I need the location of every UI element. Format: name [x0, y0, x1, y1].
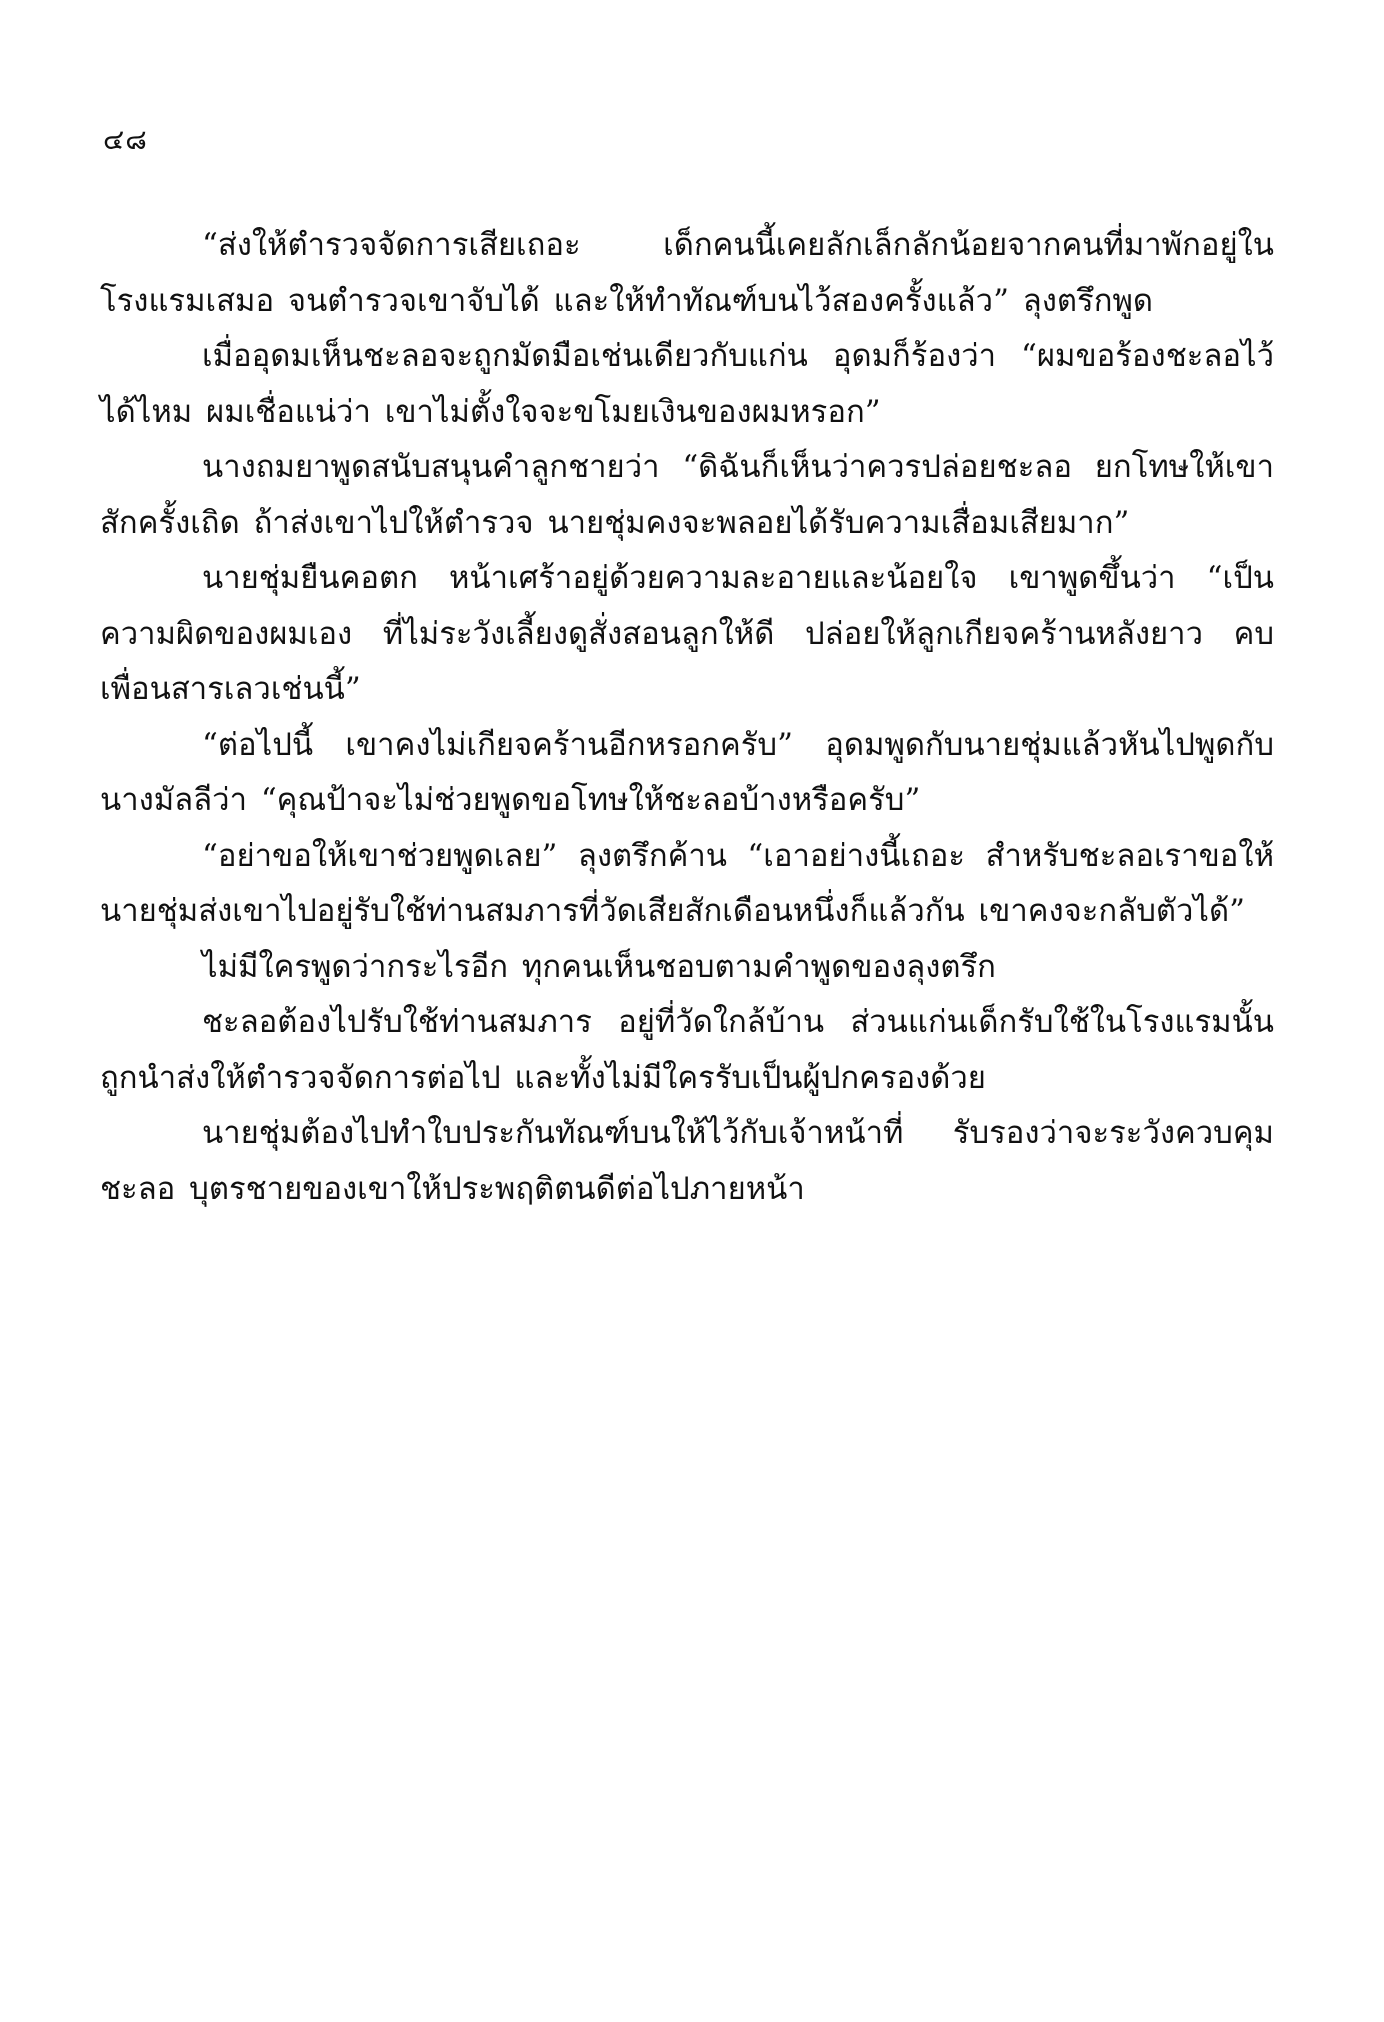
paragraph-5: “ต่อไปนี้ เขาคงไม่เกียจคร้านอีกหรอกครับ” อุดมพูดกับนายชุ่มแล้วหันไปพูดกับนางมัลลีว่า “คุณป้าจะไม่ช่วยพูดขอโทษให้ชะลอบ้างหรือครับ”: [100, 726, 1274, 818]
paragraph-1: “ส่งให้ตำรวจจัดการเสียเถอะ เด็กคนนี้เคยลักเล็กลักน้อยจากคนที่มาพักอยู่ในโรงแรมเสมอ จนตำรวจเขาจับได้ และให้ทำทัณฑ์บนไว้สองครั้งแล้ว” ลุงตรึกพูด: [100, 227, 1274, 319]
paragraph-7: ไม่มีใครพูดว่ากระไรอีก ทุกคนเห็นชอบตามคำพูดของลุงตรึก: [202, 948, 996, 985]
paragraph-2: เมื่ออุดมเห็นชะลอจะถูกมัดมือเช่นเดียวกับแก่น อุดมก็ร้องว่า “ผมขอร้องชะลอไว้ได้ไหม ผมเชื่อแน่ว่า เขาไม่ตั้งใจจะขโมยเงินของผมหรอก”: [100, 338, 1274, 430]
paragraph-3: นางถมยาพูดสนับสนุนคำลูกชายว่า “ดิฉันก็เห็นว่าควรปล่อยชะลอ ยกโทษให้เขาสักครั้งเถิด ถ้าส่งเขาไปให้ตำรวจ นายชุ่มคงจะพลอยได้รับความเสื่อมเสียมาก”: [100, 449, 1274, 541]
paragraph-9: นายชุ่มต้องไปทำใบประกันทัณฑ์บนให้ไว้กับเจ้าหน้าที่ รับรองว่าจะระวังควบคุมชะลอ บุตรชายของเขาให้ประพฤติตนดีต่อไปภายหน้า: [100, 1115, 1274, 1207]
paragraph-8: ชะลอต้องไปรับใช้ท่านสมภาร อยู่ที่วัดใกล้บ้าน ส่วนแก่นเด็กรับใช้ในโรงแรมนั้นถูกนำส่งให้ตำรวจจัดการต่อไป และทั้งไม่มีใครรับเป็นผู้ปกครองด้วย: [100, 1004, 1274, 1096]
paragraph-4: นายชุ่มยืนคอตก หน้าเศร้าอยู่ด้วยความละอายและน้อยใจ เขาพูดขึ้นว่า “เป็นความผิดของผมเอง ที่ไม่ระวังเลี้ยงดูสั่งสอนลูกให้ดี ปล่อยให้ลูกเกียจคร้านหลังยาว คบเพื่อนสารเลวเช่นนี้”: [100, 560, 1274, 707]
page-number: ๔๘: [103, 123, 148, 156]
paragraph-6: “อย่าขอให้เขาช่วยพูดเลย” ลุงตรึกค้าน “เอาอย่างนี้เถอะ สำหรับชะลอเราขอให้นายชุ่มส่งเขาไปอยู่รับใช้ท่านสมภารที่วัดเสียสักเดือนหนึ่งก็แล้วกัน เขาคงจะกลับตัวได้”: [100, 837, 1274, 929]
body-text: [100, 218, 1274, 1217]
